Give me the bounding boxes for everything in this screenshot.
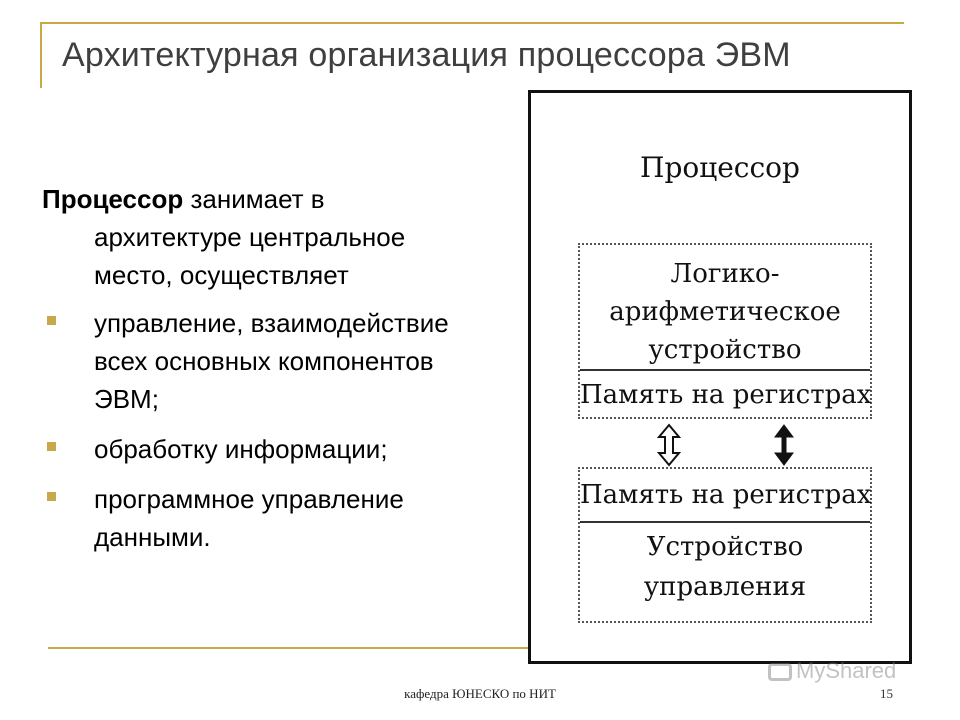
block-divider	[580, 521, 870, 523]
diagram-title: Процессор	[640, 151, 800, 184]
title-frame-left-line	[40, 22, 42, 88]
intro-rest: занимает в	[183, 184, 325, 214]
page-number: 15	[880, 686, 893, 701]
intro-line: архитектуре центральное	[94, 222, 406, 252]
register-memory-top-label: Память на регистрах	[580, 380, 872, 410]
body-text	[42, 180, 502, 568]
watermark-text: MyShared	[796, 658, 897, 683]
bottom-divider-line	[48, 647, 528, 649]
bullet-item	[42, 430, 502, 468]
alu-label-line: арифметическое	[609, 297, 841, 327]
watermark-logo-icon	[768, 663, 792, 681]
bullet-line: программное управление	[94, 484, 404, 514]
intro-bold-term: Процессор	[42, 184, 184, 214]
bullet-square-icon	[47, 316, 56, 325]
double-arrow-outline-icon	[659, 425, 679, 465]
slide-title: Архитектурная организация процессора ЭВМ	[62, 36, 791, 74]
bullet-square-icon	[47, 442, 56, 451]
alu-label-line: устройство	[648, 335, 802, 365]
watermark	[768, 658, 896, 684]
bullet-line: обработку информации;	[94, 434, 388, 464]
footer-text: кафедра ЮНЕСКО по НИТ	[404, 686, 556, 701]
data-exchange-arrows	[651, 423, 801, 467]
control-unit-label	[580, 527, 870, 607]
title-frame-top-line	[40, 22, 904, 24]
bullet-line: данными.	[94, 522, 211, 552]
bullet-square-icon	[47, 492, 56, 501]
bullet-line: всех основных компонентов	[94, 346, 434, 376]
intro-paragraph	[42, 180, 502, 294]
alu-block	[578, 243, 872, 419]
bullet-line: ЭВМ;	[94, 384, 159, 414]
bullet-item	[42, 304, 502, 418]
control-unit-label-line: Устройство	[646, 532, 804, 562]
alu-label	[580, 255, 870, 369]
register-memory-bottom-label: Память на регистрах	[580, 480, 872, 510]
double-arrow-solid-icon	[775, 425, 793, 465]
control-unit-block	[578, 467, 872, 623]
bullet-item	[42, 480, 502, 556]
processor-diagram	[528, 90, 912, 664]
alu-label-line: Логико-	[670, 259, 780, 289]
bullet-line: управление, взаимодействие	[94, 308, 449, 338]
control-unit-label-line: управления	[643, 572, 807, 602]
bullet-list	[42, 304, 502, 556]
intro-line: место, осуществляет	[94, 260, 349, 290]
